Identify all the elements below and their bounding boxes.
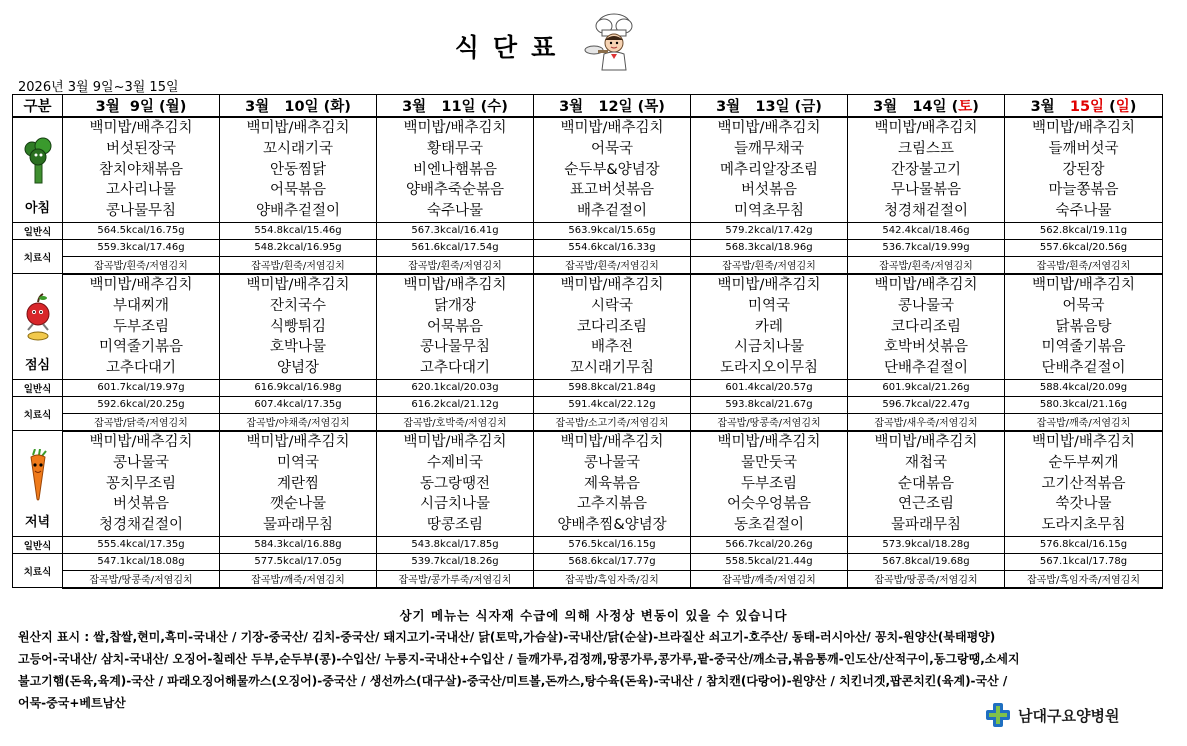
dish-item: 버섯볶음 bbox=[112, 496, 170, 513]
dish-item: 숙주나물 bbox=[1055, 203, 1112, 220]
general-nutrition-value: 566.7kcal/20.26g bbox=[691, 536, 848, 553]
general-diet-label: 일반식 bbox=[13, 536, 63, 553]
dish-item: 미역줄기볶음 bbox=[1041, 339, 1126, 356]
dish-item: 백미밥/배추김치 bbox=[874, 433, 978, 450]
general-nutrition-value: 601.4kcal/20.57g bbox=[691, 379, 848, 396]
origin-line: 원산지 표시 : 쌀,찹쌀,현미,흑미-국내산 / 기장-중국산/ 김치-중국산/ 돼지고기-국내산/ 닭(토막,가슴살)-국내산/닭(순살)-브라질산 쇠고기-호주산/ 동태-러시아산/ 꽁치-원양산(북태평양) bbox=[18, 630, 996, 644]
therapy-nutrition-value: 559.3kcal/17.46g bbox=[63, 239, 220, 256]
general-nutrition-value: 564.5kcal/16.75g bbox=[63, 222, 220, 239]
general-nutrition-value: 579.2kcal/17.42g bbox=[691, 222, 848, 239]
dish-item: 백미밥/배추김치 bbox=[874, 120, 978, 136]
dish-item: 참치야채볶음 bbox=[98, 161, 184, 178]
therapy-side-dishes: 잡곡밥/소고기죽/저염김치 bbox=[534, 413, 691, 431]
dish-cell bbox=[377, 274, 534, 379]
dish-cell bbox=[848, 431, 1005, 536]
general-nutrition-value: 601.7kcal/19.97g bbox=[63, 379, 220, 396]
dish-item: 백미밥/배추김치 bbox=[560, 276, 664, 293]
dish-item: 백미밥/배추김치 bbox=[1032, 120, 1135, 136]
general-diet-label: 일반식 bbox=[13, 222, 63, 239]
hospital-logo bbox=[984, 702, 1119, 728]
dish-cell bbox=[220, 117, 377, 222]
dish-item: 수제비국 bbox=[426, 454, 484, 471]
apple-icon bbox=[23, 292, 53, 344]
dish-item: 고추다대기 bbox=[419, 360, 491, 377]
dish-item: 시락국 bbox=[590, 297, 634, 314]
therapy-side-dishes: 잡곡밥/닭죽/저염김치 bbox=[63, 413, 220, 431]
dish-item: 백미밥/배추김치 bbox=[560, 120, 664, 136]
meal-dishes-row bbox=[13, 274, 1163, 379]
therapy-nutrition-value: 591.4kcal/22.12g bbox=[534, 396, 691, 413]
dish-item: 콩나물국 bbox=[897, 297, 955, 314]
therapy-side-dishes: 잡곡밥/흑임자죽/저염김치 bbox=[1005, 570, 1163, 588]
dish-item: 황태무국 bbox=[426, 140, 484, 157]
dish-cell bbox=[63, 431, 220, 536]
meal-label-cell bbox=[13, 431, 63, 536]
dish-item: 동그랑땡전 bbox=[419, 475, 491, 492]
dish-item: 백미밥/배추김치 bbox=[1032, 276, 1135, 293]
day-header: 3월 14일 (토) bbox=[848, 95, 1005, 118]
dish-item: 순두부찌개 bbox=[1048, 454, 1119, 471]
origin-info bbox=[18, 626, 1128, 714]
dish-item: 백미밥/배추김치 bbox=[89, 276, 193, 293]
therapy-side-dishes: 잡곡밥/콩가루죽/저염김치 bbox=[377, 570, 534, 588]
therapy-side-dishes: 잡곡밥/흰죽/저염김치 bbox=[1005, 256, 1163, 274]
therapy-nutrition-value: 616.2kcal/21.12g bbox=[377, 396, 534, 413]
dish-item: 물파래무침 bbox=[262, 517, 334, 534]
dish-item: 백미밥/배추김치 bbox=[1032, 433, 1135, 450]
dish-item: 부대찌개 bbox=[112, 297, 170, 314]
dish-item: 양배추찜&양념장 bbox=[557, 517, 667, 534]
dish-cell bbox=[377, 431, 534, 536]
meal-name: 저녁 bbox=[24, 514, 51, 530]
dish-item: 백미밥/배추김치 bbox=[717, 433, 821, 450]
dish-item: 꼬시래기무침 bbox=[569, 360, 655, 377]
dish-item: 버섯볶음 bbox=[740, 182, 798, 199]
therapy-nutrition-value: 554.6kcal/16.33g bbox=[534, 239, 691, 256]
therapy-nutrition-value: 568.3kcal/18.96g bbox=[691, 239, 848, 256]
therapy-side-dishes: 잡곡밥/흰죽/저염김치 bbox=[848, 256, 1005, 274]
dish-item: 간장불고기 bbox=[890, 161, 962, 178]
therapy-side-dishes: 잡곡밥/깨죽/저염김치 bbox=[220, 570, 377, 588]
dish-item: 호박버섯볶음 bbox=[883, 339, 969, 356]
dish-item: 들깨버섯국 bbox=[1048, 140, 1119, 157]
dish-item: 단배추겉절이 bbox=[1041, 360, 1126, 377]
dish-item: 콩나물무침 bbox=[105, 203, 177, 220]
therapy-nutrition-value: 539.7kcal/18.26g bbox=[377, 553, 534, 570]
header-label: 구분 bbox=[13, 95, 63, 118]
dish-item: 백미밥/배추김치 bbox=[403, 120, 507, 136]
therapy-side-dishes: 잡곡밥/새우죽/저염김치 bbox=[848, 413, 1005, 431]
dish-item: 도라지초무침 bbox=[1041, 517, 1126, 534]
general-nutrition-value: 620.1kcal/20.03g bbox=[377, 379, 534, 396]
dish-cell bbox=[691, 117, 848, 222]
general-nutrition-row bbox=[13, 222, 1163, 239]
carrot-icon bbox=[23, 449, 53, 501]
dish-cell bbox=[848, 274, 1005, 379]
dish-item: 단배추겉절이 bbox=[883, 360, 969, 377]
therapy-diet-label: 치료식 bbox=[13, 239, 63, 274]
dish-cell bbox=[63, 117, 220, 222]
therapy-nutrition-value: 548.2kcal/16.95g bbox=[220, 239, 377, 256]
therapy-nutrition-row bbox=[13, 553, 1163, 570]
dish-item: 순두부&양념장 bbox=[564, 161, 660, 178]
dish-item: 백미밥/배추김치 bbox=[246, 276, 350, 293]
origin-line: 고등어-국내산/ 삼치-국내산/ 오징어-칠레산 두부,순두부(콩)-수입산/ 누룽지-국내산+수입산 / 들깨가루,검정깨,땅콩가루,콩가루,팥-중국산/깨소금,볶음통깨-인도산/산적구이,동그랑땡,소세지 bbox=[18, 652, 1020, 666]
dish-item: 어묵볶음 bbox=[426, 318, 484, 335]
day-header: 3월 15일 (일) bbox=[1005, 95, 1163, 118]
general-nutrition-value: 542.4kcal/18.46g bbox=[848, 222, 1005, 239]
general-nutrition-row bbox=[13, 536, 1163, 553]
therapy-side-dishes: 잡곡밥/흑임자죽/김치 bbox=[534, 570, 691, 588]
hospital-name: 남대구요양병원 bbox=[1018, 706, 1120, 725]
dish-item: 크림스프 bbox=[897, 140, 955, 157]
dish-item: 쑥갓나물 bbox=[1055, 496, 1112, 513]
dish-cell bbox=[1005, 117, 1163, 222]
therapy-nutrition-value: 607.4kcal/17.35g bbox=[220, 396, 377, 413]
dish-item: 미역국 bbox=[276, 454, 320, 471]
dish-item: 재첩국 bbox=[904, 454, 948, 471]
dish-item: 콩나물무침 bbox=[419, 339, 491, 356]
dish-item: 어묵볶음 bbox=[269, 182, 327, 199]
dish-item: 깻순나물 bbox=[269, 496, 327, 513]
dish-item: 청경채겉절이 bbox=[98, 517, 184, 534]
meal-name: 아침 bbox=[24, 200, 51, 216]
general-nutrition-value: 562.8kcal/19.11g bbox=[1005, 222, 1163, 239]
therapy-side-dishes: 잡곡밥/흰죽/저염김치 bbox=[377, 256, 534, 274]
dish-item: 메추리알장조림 bbox=[719, 161, 819, 178]
dish-item: 고사리나물 bbox=[105, 182, 177, 199]
general-nutrition-value: 567.3kcal/16.41g bbox=[377, 222, 534, 239]
dish-item: 물만둣국 bbox=[740, 454, 798, 471]
therapy-side-dishes: 잡곡밥/땅콩죽/저염김치 bbox=[848, 570, 1005, 588]
dish-item: 들깨무채국 bbox=[733, 140, 805, 157]
dish-item: 백미밥/배추김치 bbox=[403, 276, 507, 293]
therapy-side-dishes: 잡곡밥/호박죽/저염김치 bbox=[377, 413, 534, 431]
therapy-nutrition-value: 557.6kcal/20.56g bbox=[1005, 239, 1163, 256]
day-header: 3월 12일 (목) bbox=[534, 95, 691, 118]
general-nutrition-value: 555.4kcal/17.35g bbox=[63, 536, 220, 553]
therapy-nutrition-value: 561.6kcal/17.54g bbox=[377, 239, 534, 256]
therapy-side-row bbox=[13, 570, 1163, 588]
dish-item: 땅콩조림 bbox=[426, 517, 484, 534]
dish-item: 강된장 bbox=[1062, 161, 1105, 178]
general-nutrition-value: 588.4kcal/20.09g bbox=[1005, 379, 1163, 396]
therapy-side-dishes: 잡곡밥/흰죽/저염김치 bbox=[691, 256, 848, 274]
cross-logo-icon bbox=[984, 702, 1012, 728]
therapy-side-dishes: 잡곡밥/깨죽/저염김치 bbox=[691, 570, 848, 588]
dish-item: 어슷우엉볶음 bbox=[726, 496, 812, 513]
therapy-side-dishes: 잡곡밥/흰죽/저염김치 bbox=[63, 256, 220, 274]
dish-cell bbox=[848, 117, 1005, 222]
dish-item: 고기산적볶음 bbox=[1041, 475, 1126, 492]
day-header: 3월 13일 (금) bbox=[691, 95, 848, 118]
therapy-nutrition-value: 592.6kcal/20.25g bbox=[63, 396, 220, 413]
meal-label-cell bbox=[13, 274, 63, 379]
dish-item: 백미밥/배추김치 bbox=[89, 433, 193, 450]
change-notice: 상기 메뉴는 식자재 수급에 의해 사정상 변동이 있을 수 있습니다 bbox=[399, 608, 788, 623]
meal-name: 점심 bbox=[24, 357, 51, 373]
therapy-diet-label: 치료식 bbox=[13, 553, 63, 588]
dish-item: 청경채겉절이 bbox=[883, 203, 969, 220]
therapy-nutrition-value: 567.1kcal/17.78g bbox=[1005, 553, 1163, 570]
dish-item: 어묵국 bbox=[1062, 297, 1105, 314]
dish-item: 순대볶음 bbox=[897, 475, 955, 492]
general-nutrition-value: 573.9kcal/18.28g bbox=[848, 536, 1005, 553]
dish-item: 닭개장 bbox=[433, 297, 477, 314]
general-nutrition-value: 576.5kcal/16.15g bbox=[534, 536, 691, 553]
dish-item: 닭볶음탕 bbox=[1055, 318, 1112, 335]
header-row bbox=[13, 95, 1163, 118]
dish-cell bbox=[63, 274, 220, 379]
dish-item: 미역국 bbox=[747, 297, 791, 314]
dish-item: 미역초무침 bbox=[733, 203, 805, 220]
dish-item: 연근조림 bbox=[897, 496, 955, 513]
dish-cell bbox=[534, 431, 691, 536]
dish-item: 양배추겉절이 bbox=[255, 203, 341, 220]
menu-body bbox=[13, 117, 1163, 588]
date-range: 2026년 3월 9일~3월 15일 bbox=[18, 80, 179, 95]
therapy-nutrition-value: 558.5kcal/21.44g bbox=[691, 553, 848, 570]
origin-line: 어묵-중국+베트남산 bbox=[18, 696, 126, 710]
origin-line: 불고기햄(돈육,육계)-국산 / 파래오징어해물까스(오징어)-중국산 / 생선까스(대구살)-중국산/미트볼,돈까스,탕수육(돈육)-국내산 / 참치캔(다랑어)-원양산 / 치킨너겟,팝콘치킨(육계)-국산 / bbox=[18, 674, 1008, 688]
broccoli-icon bbox=[23, 135, 53, 187]
dish-item: 제육볶음 bbox=[583, 475, 641, 492]
dish-item: 두부조림 bbox=[112, 318, 170, 335]
general-nutrition-value: 543.8kcal/17.85g bbox=[377, 536, 534, 553]
therapy-side-dishes: 잡곡밥/흰죽/저염김치 bbox=[220, 256, 377, 274]
dish-item: 숙주나물 bbox=[426, 203, 484, 220]
dish-item: 호박나물 bbox=[269, 339, 327, 356]
dish-item: 시금치나물 bbox=[419, 496, 491, 513]
general-nutrition-value: 576.8kcal/16.15g bbox=[1005, 536, 1163, 553]
general-nutrition-value: 554.8kcal/15.46g bbox=[220, 222, 377, 239]
dish-cell bbox=[534, 274, 691, 379]
dish-item: 꼬시래기국 bbox=[262, 140, 334, 157]
dish-item: 표고버섯볶음 bbox=[569, 182, 655, 199]
dish-cell bbox=[691, 431, 848, 536]
therapy-nutrition-value: 568.6kcal/17.77g bbox=[534, 553, 691, 570]
dish-item: 백미밥/배추김치 bbox=[717, 276, 821, 293]
day-header: 3월 9일 (월) bbox=[63, 95, 220, 118]
dish-item: 백미밥/배추김치 bbox=[874, 276, 978, 293]
dish-item: 시금치나물 bbox=[733, 339, 805, 356]
dish-cell bbox=[1005, 274, 1163, 379]
dish-item: 마늘쫑볶음 bbox=[1048, 182, 1119, 199]
therapy-nutrition-value: 580.3kcal/21.16g bbox=[1005, 396, 1163, 413]
dish-cell bbox=[220, 431, 377, 536]
therapy-side-row bbox=[13, 413, 1163, 431]
therapy-nutrition-value: 593.8kcal/21.67g bbox=[691, 396, 848, 413]
general-nutrition-value: 563.9kcal/15.65g bbox=[534, 222, 691, 239]
therapy-side-dishes: 잡곡밥/야채죽/저염김치 bbox=[220, 413, 377, 431]
dish-item: 백미밥/배추김치 bbox=[246, 433, 350, 450]
dish-item: 코다리조림 bbox=[890, 318, 962, 335]
therapy-side-dishes: 잡곡밥/땅콩죽/저염김치 bbox=[691, 413, 848, 431]
dish-item: 백미밥/배추김치 bbox=[403, 433, 507, 450]
dish-item: 카레 bbox=[754, 318, 783, 335]
dish-item: 백미밥/배추김치 bbox=[717, 120, 821, 136]
general-nutrition-value: 584.3kcal/16.88g bbox=[220, 536, 377, 553]
dish-item: 버섯된장국 bbox=[105, 140, 177, 157]
therapy-nutrition-row bbox=[13, 239, 1163, 256]
dish-item: 어묵국 bbox=[590, 140, 634, 157]
dish-item: 안동찜닭 bbox=[269, 161, 327, 178]
day-header: 3월 11일 (수) bbox=[377, 95, 534, 118]
therapy-side-dishes: 잡곡밥/깨죽/저염김치 bbox=[1005, 413, 1163, 431]
dish-item: 물파래무침 bbox=[890, 517, 962, 534]
meal-dishes-row bbox=[13, 117, 1163, 222]
dish-cell bbox=[691, 274, 848, 379]
meal-dishes-row bbox=[13, 431, 1163, 536]
dish-item: 백미밥/배추김치 bbox=[246, 120, 350, 136]
menu-table bbox=[12, 94, 1163, 589]
general-diet-label: 일반식 bbox=[13, 379, 63, 396]
dish-item: 코다리조림 bbox=[576, 318, 648, 335]
dish-item: 도라지오이무침 bbox=[719, 360, 819, 377]
therapy-nutrition-value: 596.7kcal/22.47g bbox=[848, 396, 1005, 413]
meal-label-cell bbox=[13, 117, 63, 222]
general-nutrition-row bbox=[13, 379, 1163, 396]
therapy-side-dishes: 잡곡밥/흰죽/저염김치 bbox=[534, 256, 691, 274]
dish-item: 고추지볶음 bbox=[576, 496, 648, 513]
chef-icon bbox=[580, 12, 644, 72]
dish-cell bbox=[377, 117, 534, 222]
dish-item: 잔치국수 bbox=[269, 297, 327, 314]
dish-item: 배추전 bbox=[590, 339, 634, 356]
dish-item: 콩나물국 bbox=[112, 454, 170, 471]
dish-cell bbox=[534, 117, 691, 222]
dish-item: 양념장 bbox=[276, 360, 320, 377]
dish-cell bbox=[1005, 431, 1163, 536]
general-nutrition-value: 601.9kcal/21.26g bbox=[848, 379, 1005, 396]
therapy-nutrition-value: 547.1kcal/18.08g bbox=[63, 553, 220, 570]
dish-cell bbox=[220, 274, 377, 379]
therapy-side-dishes: 잡곡밥/땅콩죽/저염김치 bbox=[63, 570, 220, 588]
dish-item: 두부조림 bbox=[740, 475, 798, 492]
therapy-nutrition-row bbox=[13, 396, 1163, 413]
therapy-nutrition-value: 567.8kcal/19.68g bbox=[848, 553, 1005, 570]
day-header: 3월 10일 (화) bbox=[220, 95, 377, 118]
dish-item: 계란찜 bbox=[276, 475, 320, 492]
therapy-diet-label: 치료식 bbox=[13, 396, 63, 431]
therapy-nutrition-value: 536.7kcal/19.99g bbox=[848, 239, 1005, 256]
dish-item: 무나물볶음 bbox=[890, 182, 962, 199]
general-nutrition-value: 598.8kcal/21.84g bbox=[534, 379, 691, 396]
dish-item: 백미밥/배추김치 bbox=[560, 433, 664, 450]
general-nutrition-value: 616.9kcal/16.98g bbox=[220, 379, 377, 396]
dish-item: 미역줄기볶음 bbox=[98, 339, 184, 356]
dish-item: 백미밥/배추김치 bbox=[89, 120, 193, 136]
dish-item: 양배추죽순볶음 bbox=[405, 182, 505, 199]
dish-item: 비엔나햄볶음 bbox=[412, 161, 498, 178]
dish-item: 식빵튀김 bbox=[269, 318, 327, 335]
dish-item: 콩나물국 bbox=[583, 454, 641, 471]
dish-item: 동초겉절이 bbox=[733, 517, 805, 534]
dish-item: 배추겉절이 bbox=[576, 203, 648, 220]
dish-item: 고추다대기 bbox=[105, 360, 177, 377]
therapy-side-row bbox=[13, 256, 1163, 274]
therapy-nutrition-value: 577.5kcal/17.05g bbox=[220, 553, 377, 570]
dish-item: 꽁치무조림 bbox=[105, 475, 177, 492]
page-title: 식단표 bbox=[454, 33, 570, 62]
